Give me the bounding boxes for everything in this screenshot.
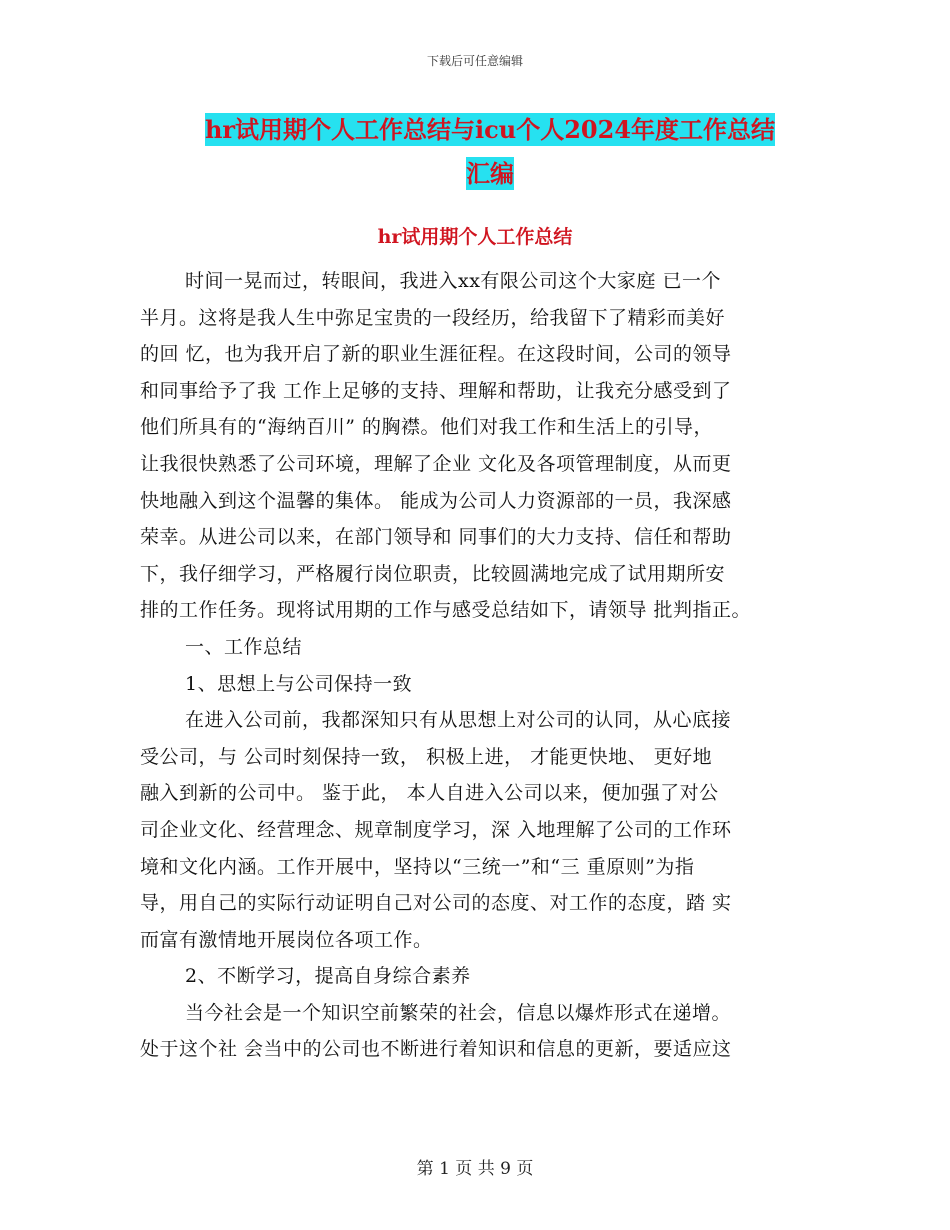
body-line: 和同事给予了我 工作上足够的支持、理解和帮助，让我充分感受到了 bbox=[140, 379, 732, 402]
page-header-note: 下载后可任意编辑 bbox=[426, 54, 523, 68]
body-line: 当今社会是一个知识空前繁荣的社会，信息以爆炸形式在递增。 bbox=[185, 1001, 732, 1024]
section-title: hr试用期个人工作总结 bbox=[377, 226, 573, 248]
body-line: 1、思想上与公司保持一致 bbox=[185, 672, 413, 695]
body-text bbox=[140, 263, 820, 1068]
body-line: 处于这个社 会当中的公司也不断进行着知识和信息的更新，要适应这 bbox=[140, 1038, 732, 1061]
document-title bbox=[140, 108, 840, 196]
body-line: 的回 忆，也为我开启了新的职业生涯征程。在这段时间，公司的领导 bbox=[140, 343, 732, 366]
body-line: 让我很快熟悉了公司环境，理解了企业 文化及各项管理制度，从而更 bbox=[140, 452, 732, 475]
document-title-line-2: 汇编 bbox=[466, 159, 514, 188]
body-line: 时间一晃而过，转眼间，我进入xx有限公司这个大家庭 已一个 bbox=[185, 270, 721, 292]
body-line: 在进入公司前，我都深知只有从思想上对公司的认同，从心底接 bbox=[185, 709, 732, 732]
body-line: 司企业文化、经营理念、规章制度学习，深 入地理解了公司的工作环 bbox=[140, 818, 732, 841]
body-line: 境和文化内涵。工作开展中，坚持以“三统一”和“三 重原则”为指 bbox=[140, 855, 695, 878]
body-line: 受公司，与 公司时刻保持一致， 积极上进， 才能更快地、 更好地 bbox=[140, 745, 713, 768]
document-title-line-1: hr试用期个人工作总结与icu个人2024年度工作总结 bbox=[204, 115, 776, 144]
body-line: 快地融入到这个温馨的集体。 能成为公司人力资源部的一员，我深感 bbox=[140, 489, 732, 512]
page-number: 第 1 页 共 9 页 bbox=[416, 1159, 534, 1179]
body-line: 下，我仔细学习，严格履行岗位职责，比较圆满地完成了试用期所安 bbox=[140, 562, 726, 585]
body-line: 排的工作任务。现将试用期的工作与感受总结如下，请领导 批判指正。 bbox=[140, 599, 752, 622]
body-line: 导，用自己的实际行动证明自己对公司的态度、对工作的态度，踏 实 bbox=[140, 892, 732, 915]
body-line: 融入到新的公司中。 鉴于此， 本人自进入公司以来，便加强了对公 bbox=[140, 782, 719, 805]
body-line: 他们所具有的“海纳百川” 的胸襟。他们对我工作和生活上的引导， bbox=[140, 416, 713, 439]
body-line: 2、不断学习，提高自身综合素养 bbox=[185, 965, 471, 988]
body-line: 而富有激情地开展岗位各项工作。 bbox=[140, 928, 433, 951]
body-line: 荣幸。从进公司以来，在部门领导和 同事们的大力支持、信任和帮助 bbox=[140, 526, 732, 549]
body-line: 一、工作总结 bbox=[185, 635, 303, 658]
body-line: 半月。这将是我人生中弥足宝贵的一段经历，给我留下了精彩而美好 bbox=[140, 306, 726, 329]
